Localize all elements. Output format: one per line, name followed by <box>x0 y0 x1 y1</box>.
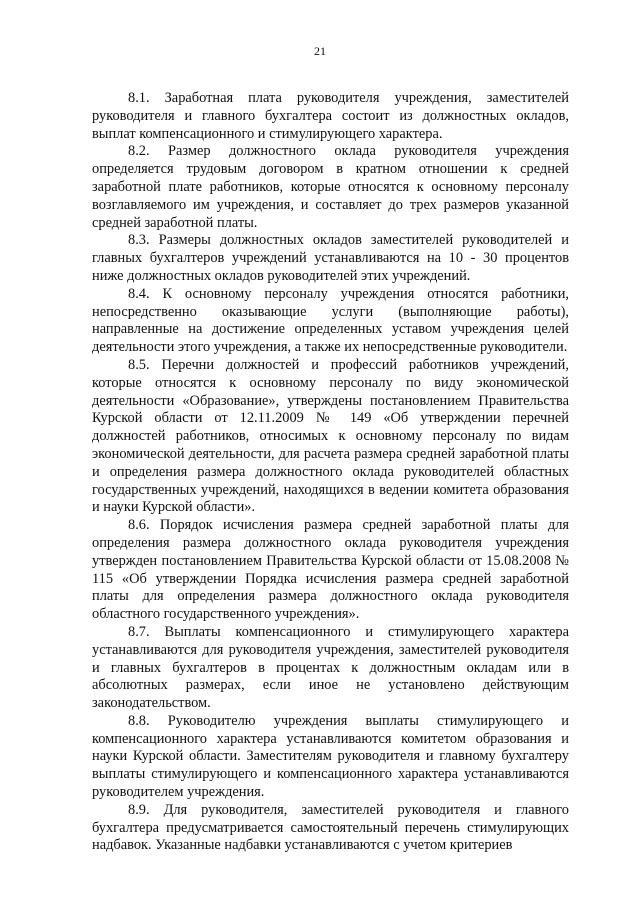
paragraph-number: 8.4. <box>128 285 150 302</box>
paragraph-8-9 <box>92 802 569 855</box>
paragraph-text: Размер должностного оклада руководителя учреждения определяется трудовым договором в кратном отношении к средней заработной плате работников, которые относятся к основному персоналу возглавляемого им учреждения, и составляет до трех размеров указанной средней заработной платы. <box>92 143 569 231</box>
paragraph-text: Заработная плата руководителя учреждения, заместителей руководителя и главного бухгалтера состоит из должностных окладов, выплат компенсационного и стимулирующего характера. <box>92 90 569 142</box>
paragraph-number: 8.2. <box>128 143 150 160</box>
paragraph-8-6 <box>92 517 569 624</box>
page-number: 21 <box>314 44 326 58</box>
paragraph-8-1 <box>92 90 569 143</box>
paragraph-number: 8.1. <box>128 90 150 106</box>
paragraph-8-8 <box>92 713 569 802</box>
paragraph-8-4 <box>92 286 569 357</box>
paragraph-number: 8.7. <box>128 623 150 640</box>
paragraph-text: Размеры должностных окладов заместителей руководителей и главных бухгалтеров учреждений устанавливаются на 10 - 30 процентов ниже должностных окладов руководителей этих учреждений. <box>92 232 569 284</box>
paragraph-number: 8.5. <box>128 356 150 373</box>
paragraph-number: 8.9. <box>128 801 150 818</box>
paragraph-8-7 <box>92 624 569 713</box>
paragraph-8-3 <box>92 232 569 285</box>
paragraph-text: Перечни должностей и профессий работников учреждений, которые относятся к основному персоналу по виду экономической деятельности «Образование», утверждены постановлением Правительства Курской области от 12.11.2009 № 149 «Об утверждении перечней должностей работников, относимых к основному персоналу по видам экономической деятельности, для расчета размера средней заработной платы и определения размера должностного оклада руководителей областных государственных учреждений, находящихся в ведении комитета образования и науки Курской области». <box>92 356 569 516</box>
paragraph-8-5 <box>92 357 569 517</box>
paragraph-text: Порядок исчисления размера средней заработной платы для определения размера должностного оклада руководителя учреждения утвержден постановлением Правительства Курской области от 15.08.2008 № 115 «Об утверждении Порядка исчисления размера средней заработной платы для определения размера должностного оклада руководителя областного государственного учреждения». <box>92 517 569 623</box>
paragraph-text: К основному персоналу учреждения относятся работники, непосредственно оказывающие услуги (выполняющие работы), направленные на достижение определенных уставом учреждения целей деятельности этого учреждения, а также их непосредственные руководители. <box>92 285 569 356</box>
paragraph-text: Выплаты компенсационного и стимулирующего характера устанавливаются для руководителя учреждения, заместителей руководителя и главных бухгалтеров в процентах к должностным окладам или в абсолютных размерах, если иное не установлено действующим законодательством. <box>92 623 569 712</box>
document-body <box>92 90 569 855</box>
paragraph-number: 8.6. <box>128 517 150 534</box>
paragraph-number: 8.8. <box>128 712 150 729</box>
paragraph-8-2 <box>92 143 569 232</box>
paragraph-text: Руководителю учреждения выплаты стимулирующего и компенсационного характера устанавливаются комитетом образования и науки Курской области. Заместителям руководителя и главному бухгалтеру выплаты стимулирующего и компенсационного характера устанавливаются руководителем учреждения. <box>92 712 569 801</box>
paragraph-number: 8.3. <box>128 232 150 249</box>
paragraph-text: Для руководителя, заместителей руководителя и главного бухгалтера предусматривается самостоятельный перечень стимулирующих надбавок. Указанные надбавки устанавливаются с учетом критериев <box>92 801 569 854</box>
